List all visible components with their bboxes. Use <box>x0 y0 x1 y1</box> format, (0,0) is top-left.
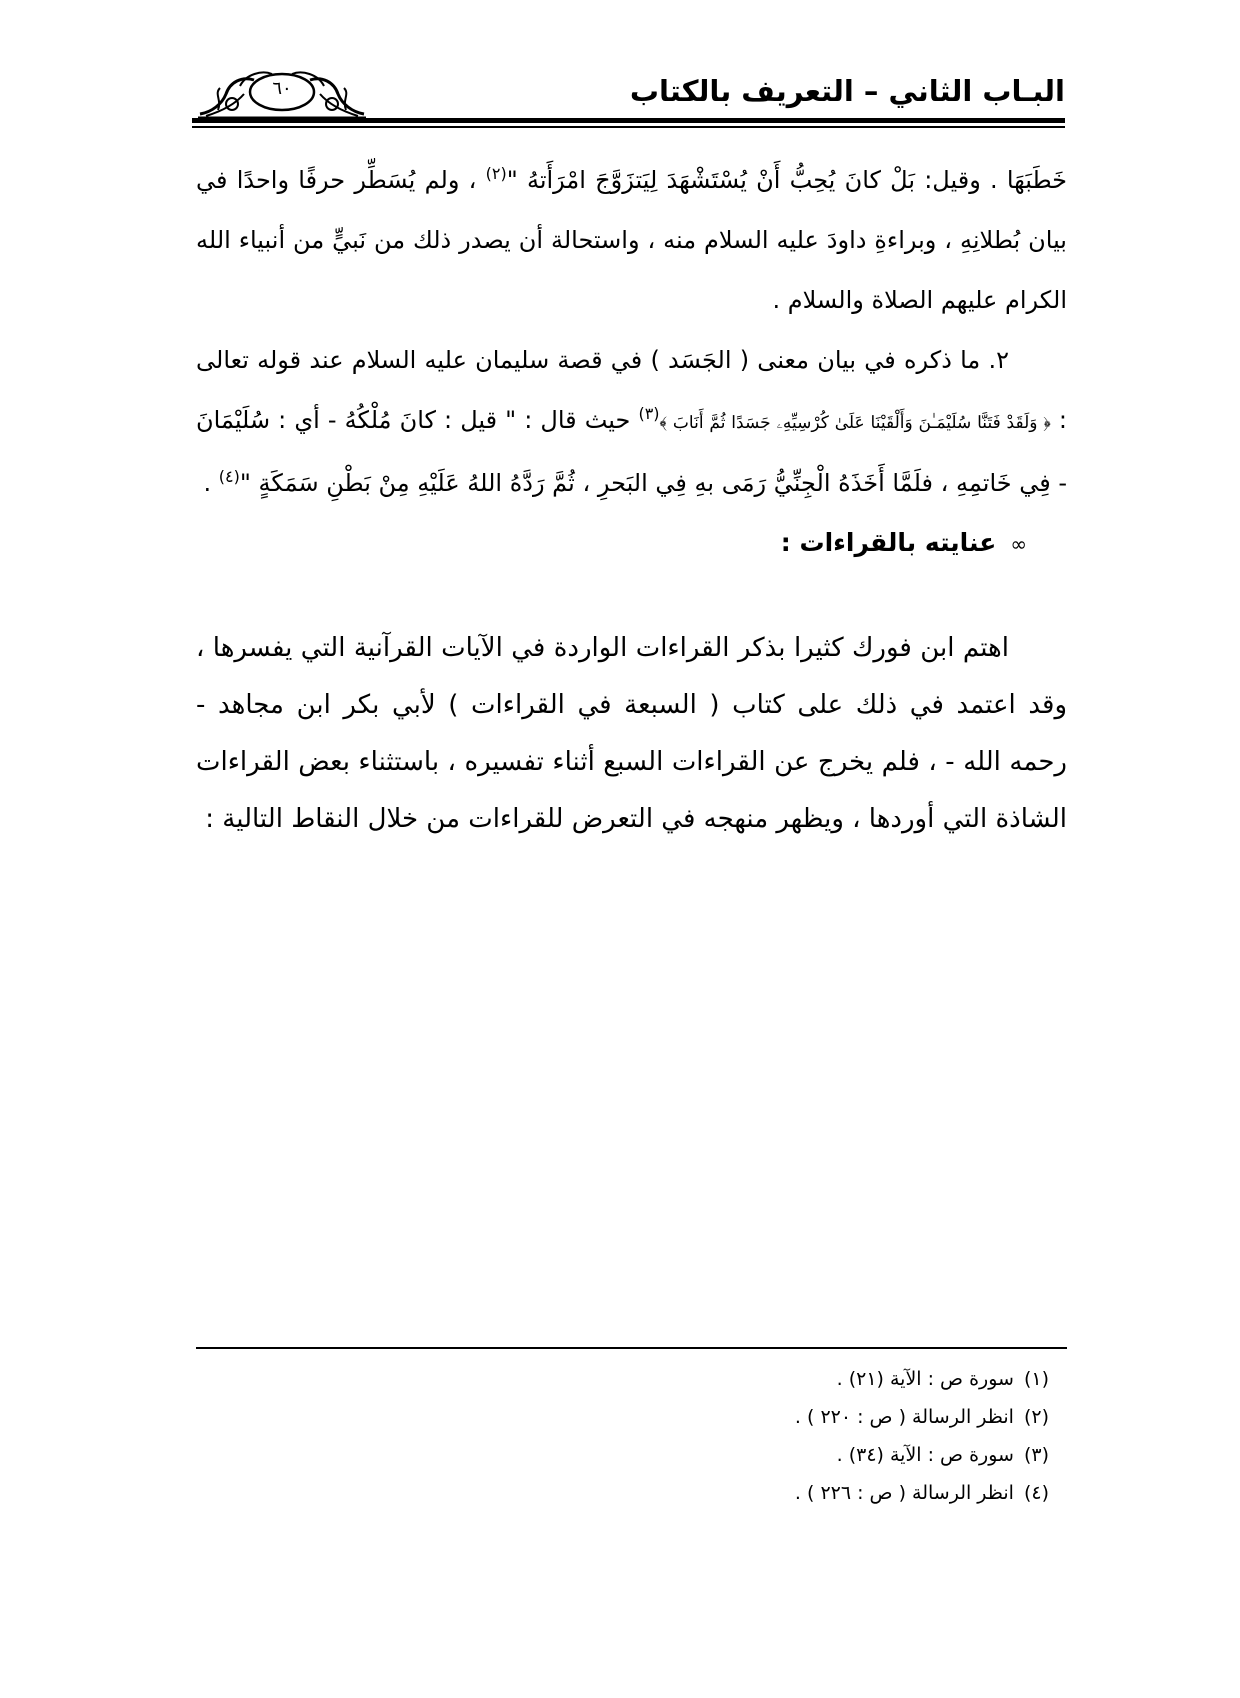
section-heading: عنايته بالقراءات : <box>780 528 997 557</box>
footnote-ref-2: (٢) <box>485 164 507 183</box>
body-text-block-2 <box>196 620 1067 848</box>
infinity-bullet-icon: ∞ <box>1010 532 1027 556</box>
header-rule-thick <box>192 118 1065 123</box>
page-number: ٦٠ <box>272 78 292 99</box>
footnote-item: (٢)انظر الرسالة ( ص : ٢٢٠ ) . <box>794 1406 1049 1428</box>
footnote-separator <box>196 1347 1067 1349</box>
footnote-ref-4: (٤) <box>218 467 240 486</box>
header-rule-thin <box>192 126 1065 128</box>
section-heading-line <box>196 513 1067 574</box>
paragraph-3: اهتم ابن فورك كثيرا بذكر القراءات الواردة في الآيات القرآنية التي يفسرها ، وقد اعتمد في ذلك على كتاب ( السبعة في القراءات ) لأبي بكر ابن مجاهد - رحمه الله - ، فلم يخرج عن القراءات السبع أثناء تفسيره ، باستثناء بعض القراءات الشاذة التي أوردها ، ويظهر منهجه في التعرض للقراءات من خلال النقاط التالية : <box>196 633 1067 834</box>
body-text-block-1 <box>196 150 1067 574</box>
footnotes-list <box>196 1360 1067 1512</box>
paragraph-1: خَطَبَهَا . وقيل: بَلْ كانَ يُحِبُّ أَنْ يُسْتَشْهَدَ لِيَتزَوَّجَ امْرَأَتهُ "$^{(٢)}$ ، ولم يُسَطِّر حرفًا واحدًا في بيان بُطلانِهِ ، وبراءةِ داودَ عليه السلام منه ، واستحالة أن يصدر ذلك من نَبيٍّ من أنبياء الله الكرام عليهم الصلاة والسلام . <box>196 164 1067 314</box>
chapter-title: البـاب الثاني – التعريف بالكتاب <box>629 74 1065 108</box>
footnote-item: (٤)انظر الرسالة ( ص : ٢٢٦ ) . <box>794 1482 1049 1504</box>
quran-verse: ﴿ وَلَقَدْ فَتَنَّا سُلَيْمَـٰنَ وَأَلْقَيْنَا عَلَىٰ كُرْسِيِّهِۦ جَسَدًا ثُمَّ أَنَابَ ﴾ <box>659 413 1051 433</box>
footnote-item: (١)سورة ص : الآية (٢١) . <box>836 1368 1049 1390</box>
footnote-ref-3: (٣) <box>638 404 660 423</box>
paragraph-2: ٢. ما ذكره في بيان معنى ( الجَسَد ) في قصة سليمان عليه السلام عند قوله تعالى : ﴿ وَلَقَدْ فَتَنَّا سُلَيْمَـٰنَ وَأَلْقَيْنَا عَلَىٰ كُرْسِيِّهِۦ جَسَدًا ثُمَّ أَنَابَ ﴾$^{(٣)}$ حيث قال : " قيل : كانَ مُلْكُهُ - أي : سُلَيْمَانَ - فِي خَاتمِهِ ، فلَمَّا أَخَذَهُ الْجِنِّيُّ رَمَى بهِ فِي البَحرِ ، ثُمَّ رَدَّهُ اللهُ عَلَيْهِ مِنْ بَطْنِ سَمَكَةٍ "$^{(٤)}$ . <box>196 346 1068 497</box>
footnote-item: (٣)سورة ص : الآية (٣٤) . <box>836 1444 1049 1466</box>
